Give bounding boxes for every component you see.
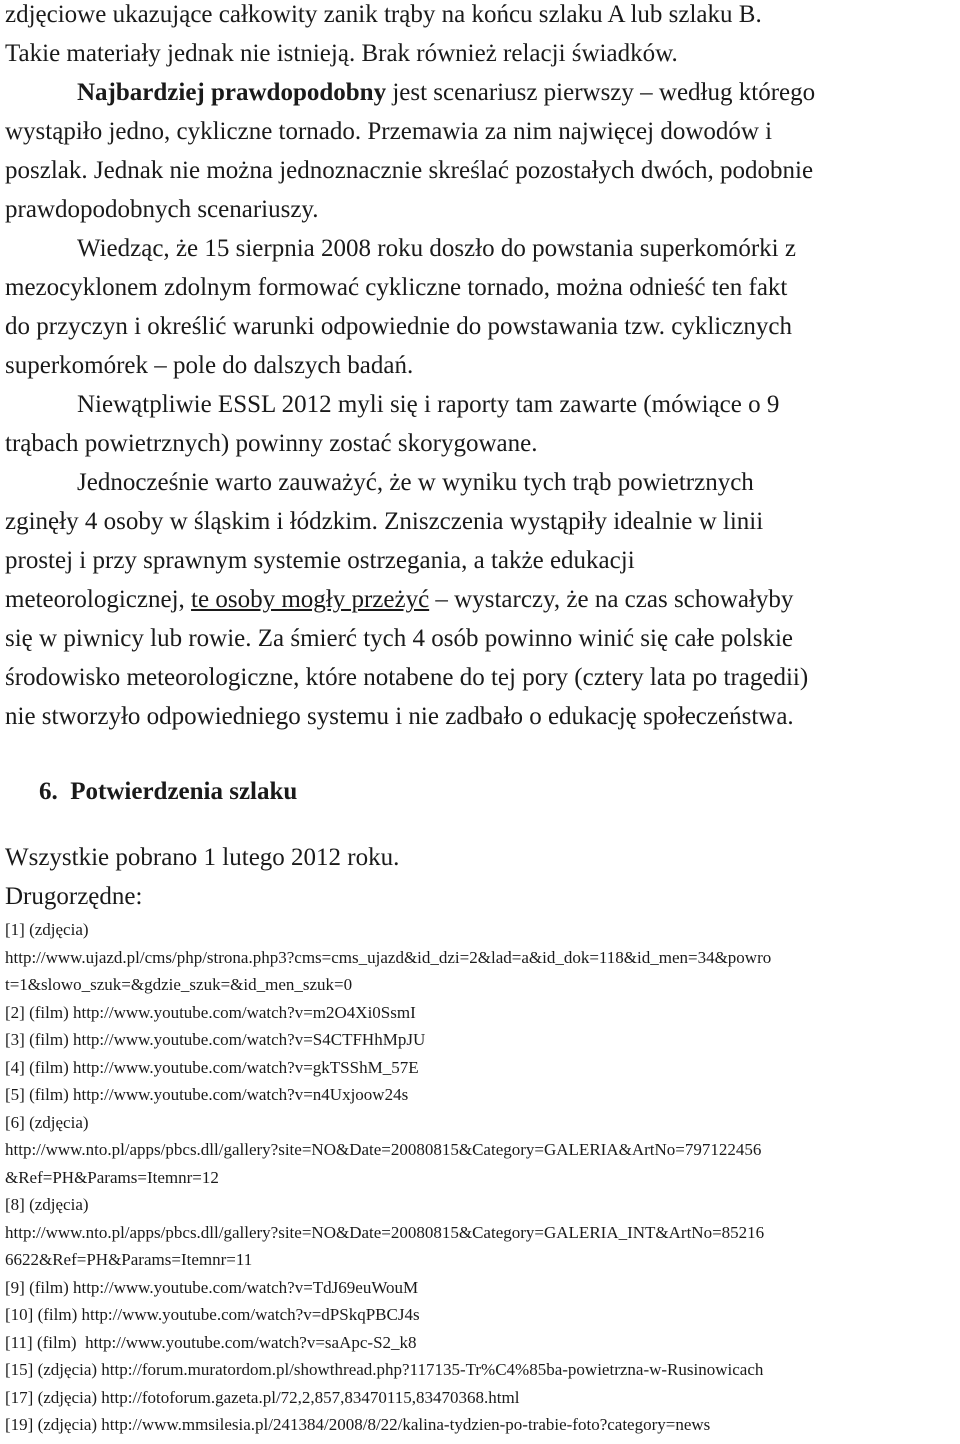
reference-link[interactable]: http://www.ujazd.pl/cms/php/strona.php3?cms=cms_ujazd&id_dzi=2&lad=a&id_dok=118&id_men=34&powro: [5, 947, 772, 967]
reference-line: [8] (zdjęcia): [5, 1195, 89, 1214]
reference-line: [1] (zdjęcia): [5, 920, 89, 939]
text-line: mezocyklonem zdolnym formować cykliczne tornado, można odnieść ten fakt: [5, 274, 788, 301]
text-fragment: meteorologicznej,: [5, 586, 192, 613]
text-line: zginęły 4 osoby w śląskim i łódzkim. Zniszczenia wystąpiły idealnie w linii: [5, 508, 764, 535]
text-line: środowisko meteorologiczne, które notabene do tej pory (cztery lata po tragedii): [5, 664, 809, 691]
underlined-phrase: te osoby mogły przeżyć: [191, 586, 430, 613]
text-line: Jednocześnie warto zauważyć, że w wyniku tych trąb powietrznych: [77, 469, 754, 496]
text-line: do przyczyn i określić warunki odpowiednie do powstawania tzw. cyklicznych: [5, 313, 793, 340]
text-line: [5, 580, 955, 619]
paragraph-essl: [5, 385, 955, 463]
reference-link[interactable]: [11] (film) http://www.youtube.com/watch?v=saApc-S2_k8: [5, 1332, 417, 1352]
reference-link[interactable]: [5] (film) http://www.youtube.com/watch?v=n4Uxjoow24s: [5, 1085, 409, 1104]
text-line: [5, 73, 955, 112]
text-line: prawdopodobnych scenariuszy.: [5, 196, 319, 223]
paragraph-conclusion: [5, 0, 955, 229]
text-line: Niewątpliwie ESSL 2012 myli się i raporty tam zawarte (mówiące o 9: [77, 391, 780, 418]
text-line: superkomórek – pole do dalszych badań.: [5, 352, 414, 379]
reference-link[interactable]: [15] (zdjęcia) http://forum.muratordom.pl/showthread.php?117135-Tr%C4%85ba-powietrzna-w-Rusinowicach: [5, 1360, 764, 1379]
secondary-label: Drugorzędne:: [5, 883, 143, 910]
bold-phrase: Najbardziej prawdopodobny: [77, 79, 387, 106]
reference-list: [5, 916, 955, 1439]
section-heading: 6. Potwierdzenia szlaku: [39, 778, 298, 805]
reference-link[interactable]: http://www.nto.pl/apps/pbcs.dll/gallery?site=NO&Date=20080815&Category=GALERIA_INT&ArtNo=85216: [5, 1222, 765, 1242]
reference-link[interactable]: [2] (film) http://www.youtube.com/watch?v=m2O4Xi0SsmI: [5, 1002, 416, 1022]
text-fragment: – wystarczy, że na czas schowałyby: [429, 586, 794, 613]
text-line: nie stworzyło odpowiedniego systemu i nie zadbało o edukację społeczeństwa.: [5, 703, 794, 730]
reference-link[interactable]: [19] (zdjęcia) http://www.mmsilesia.pl/241384/2008/8/22/kalina-tydzien-po-trabie-foto?category=news: [5, 1415, 711, 1434]
text-line: prostej i przy sprawnym systemie ostrzegania, a także edukacji: [5, 547, 635, 574]
reference-link[interactable]: t=1&slowo_szuk=&gdzie_szuk=&id_men_szuk=0: [5, 975, 353, 994]
reference-link[interactable]: [4] (film) http://www.youtube.com/watch?v=gkTSShM_57E: [5, 1057, 419, 1077]
text-line: się w piwnicy lub rowie. Za śmierć tych 4 osób powinno winić się całe polskie: [5, 625, 794, 652]
reference-link[interactable]: 6622&Ref=PH&Params=Itemnr=11: [5, 1250, 253, 1269]
text-line: wystąpiło jedno, cykliczne tornado. Przemawia za nim najwięcej dowodów i: [5, 118, 773, 145]
text-fragment: jest scenariusz pierwszy – według którego: [386, 79, 816, 106]
text-line: zdjęciowe ukazujące całkowity zanik trąby na końcu szlaku A lub szlaku B.: [5, 1, 762, 28]
text-line: poszlak. Jednak nie można jednoznacznie skreślać pozostałych dwóch, podobnie: [5, 157, 814, 184]
text-line: trąbach powietrznych) powinny zostać skorygowane.: [5, 430, 538, 457]
reference-link[interactable]: [10] (film) http://www.youtube.com/watch?v=dPSkqPBCJ4s: [5, 1305, 420, 1324]
reference-link[interactable]: [17] (zdjęcia) http://fotoforum.gazeta.pl/72,2,857,83470115,83470368.html: [5, 1387, 520, 1407]
paragraph-supercell: [5, 229, 955, 385]
paragraph-victims: [5, 463, 955, 736]
reference-link[interactable]: [3] (film) http://www.youtube.com/watch?v=S4CTFHhMpJU: [5, 1030, 426, 1049]
reference-line: [6] (zdjęcia): [5, 1112, 89, 1132]
retrieved-note: Wszystkie pobrano 1 lutego 2012 roku.: [5, 844, 400, 871]
reference-link[interactable]: &Ref=PH&Params=Itemnr=12: [5, 1167, 219, 1187]
text-line: Wiedząc, że 15 sierpnia 2008 roku doszło do powstania superkomórki z: [77, 235, 796, 262]
reference-link[interactable]: http://www.nto.pl/apps/pbcs.dll/gallery?site=NO&Date=20080815&Category=GALERIA&ArtNo=797122456: [5, 1140, 762, 1159]
text-line: Takie materiały jednak nie istnieją. Brak również relacji świadków.: [5, 40, 678, 67]
reference-link[interactable]: [9] (film) http://www.youtube.com/watch?v=TdJ69euWouM: [5, 1277, 419, 1297]
